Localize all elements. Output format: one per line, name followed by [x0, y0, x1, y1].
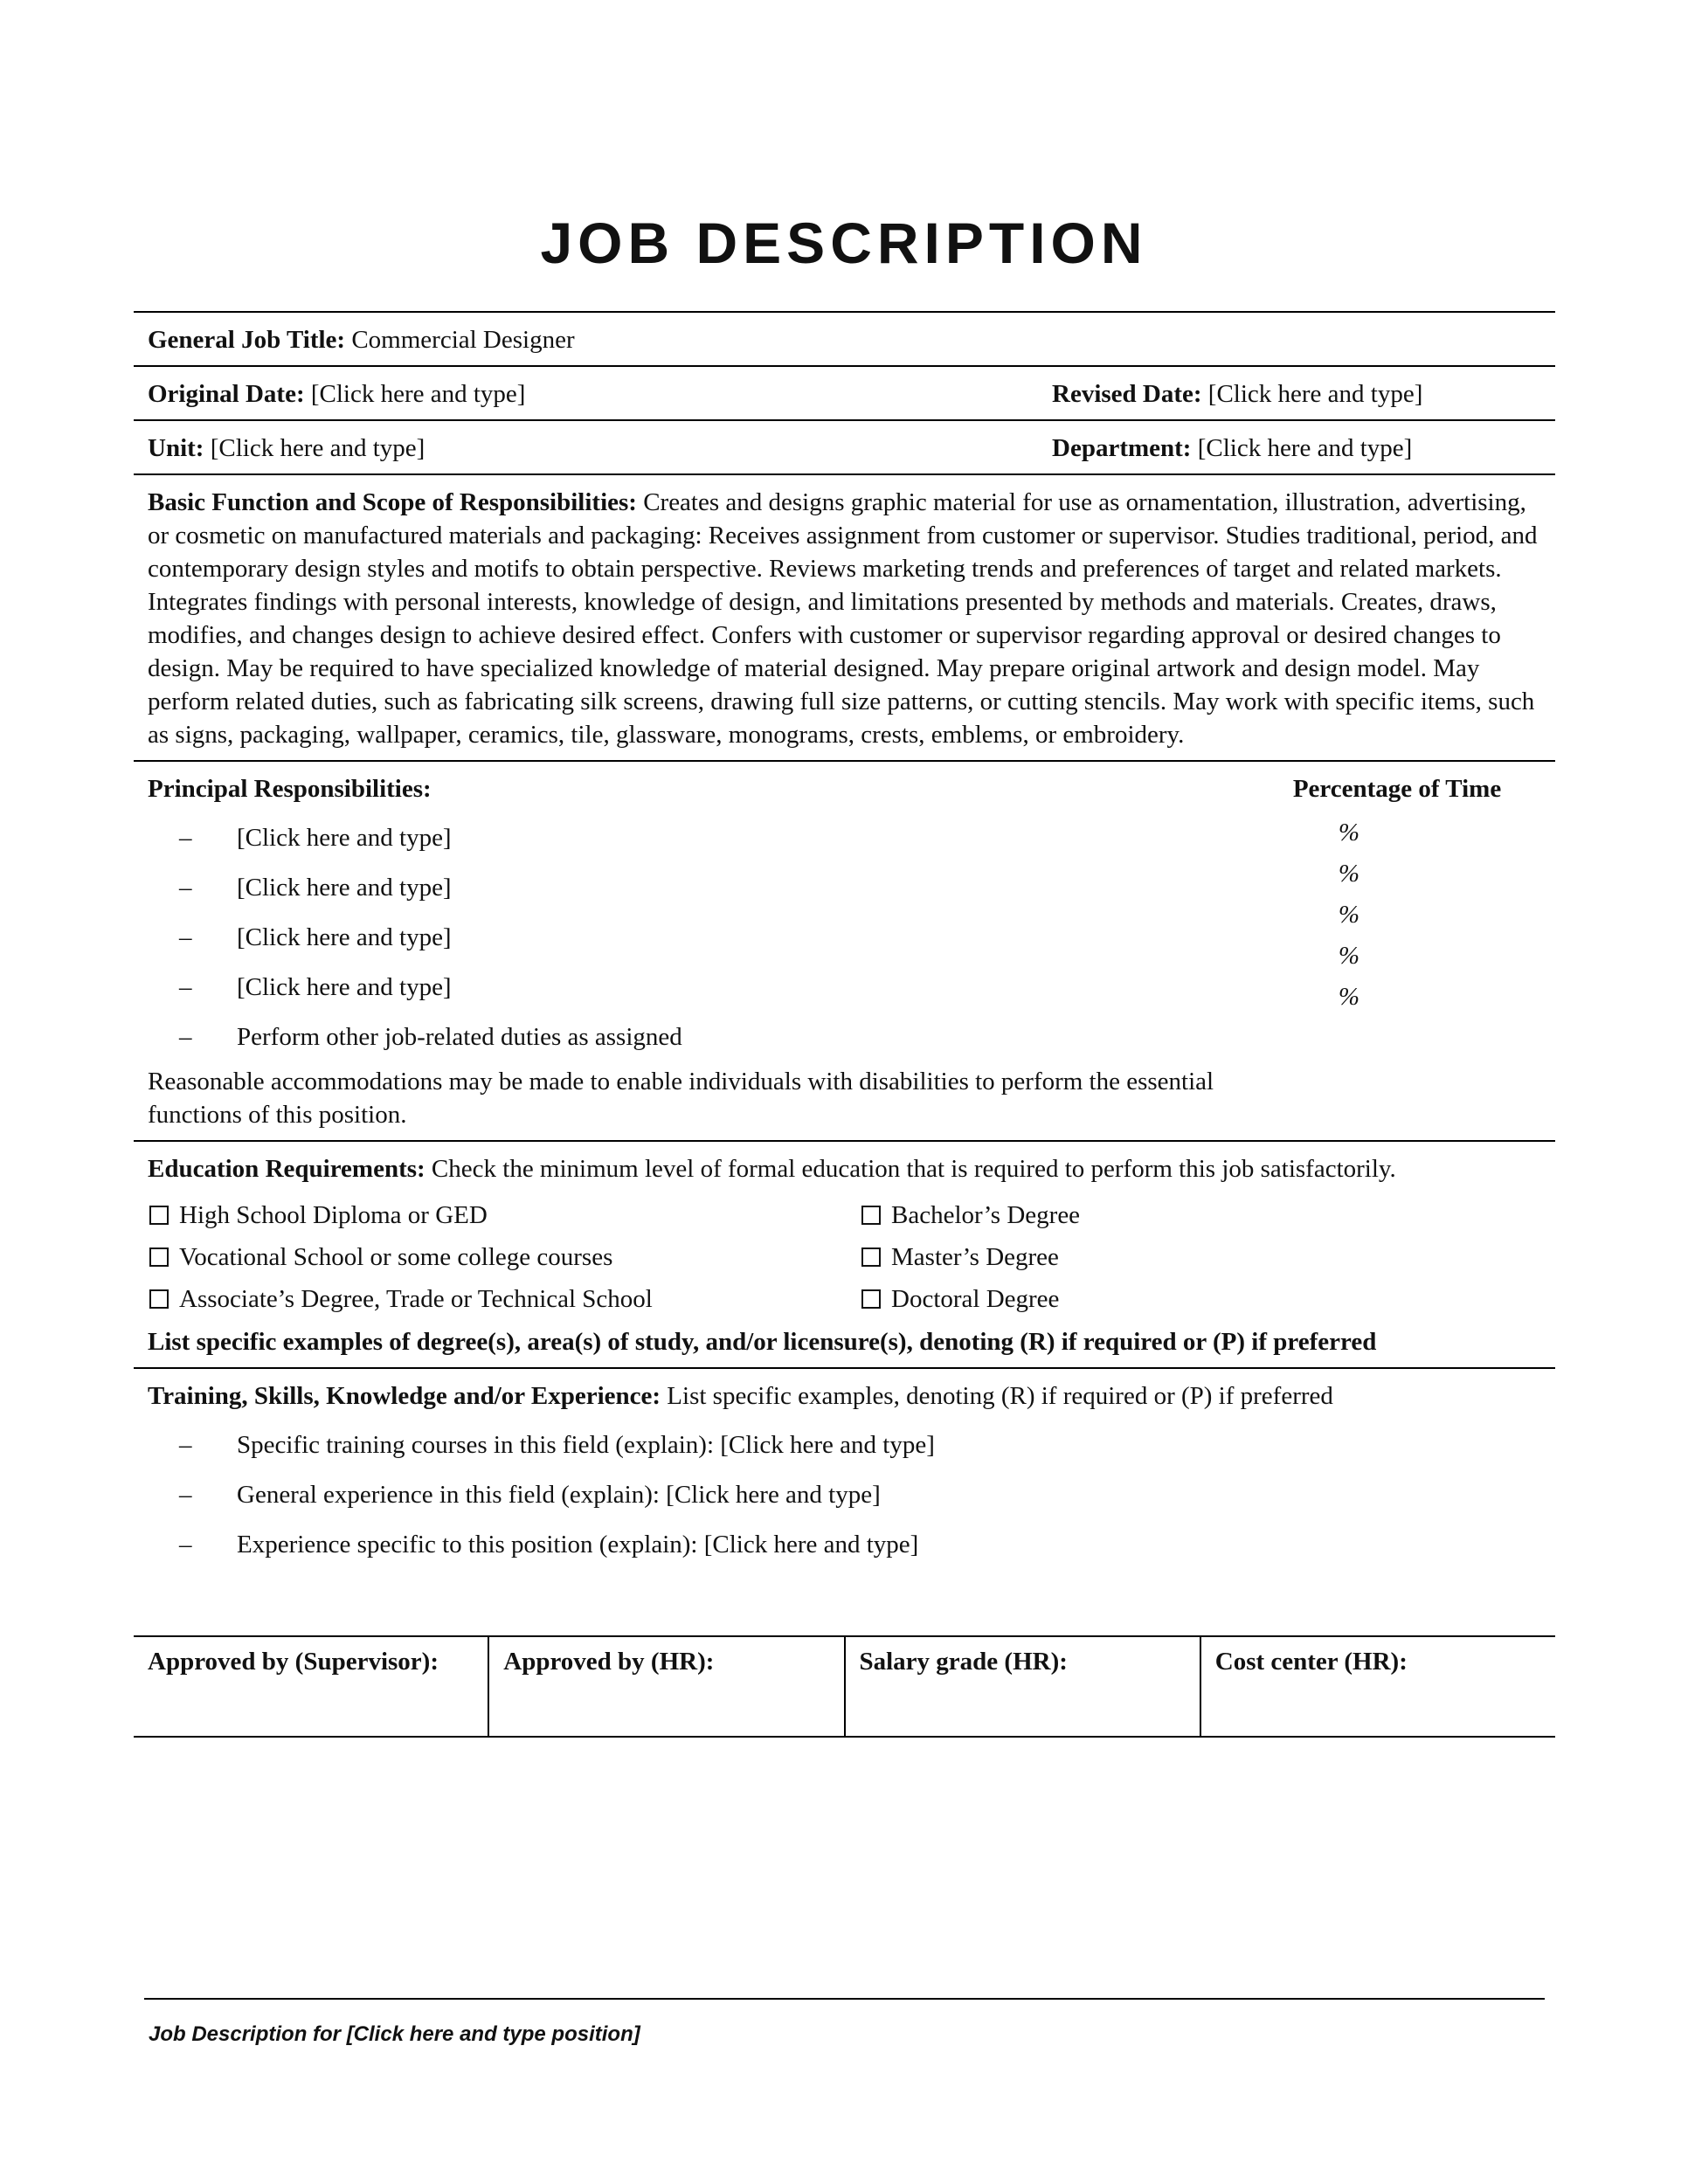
education-option[interactable] — [860, 1278, 1471, 1320]
position-experience-field[interactable]: Experience specific to this position (explain): [Click here and type] — [237, 1530, 919, 1559]
percent-field[interactable]: % — [1338, 819, 1360, 847]
percentage-column — [1323, 812, 1375, 1018]
principal-responsibilities-label: Principal Responsibilities: — [148, 775, 432, 803]
original-date-field[interactable]: [Click here and type] — [310, 380, 526, 408]
dash-bullet: – — [179, 1530, 192, 1559]
hr-approval-cell[interactable]: Approved by (HR): — [488, 1637, 843, 1736]
training-instructions: List specific examples, denoting (R) if required or (P) if preferred — [667, 1382, 1333, 1410]
checkbox[interactable] — [149, 1248, 169, 1267]
unit-label: Unit: — [148, 434, 204, 462]
salary-grade-cell[interactable]: Salary grade (HR): — [844, 1637, 1200, 1736]
general-job-title-row — [134, 311, 1555, 365]
education-label: Education Requirements: — [148, 1155, 425, 1183]
education-options — [148, 1194, 1541, 1320]
training-label: Training, Skills, Knowledge and/or Experience: — [148, 1382, 661, 1410]
dash-bullet: – — [179, 1480, 192, 1509]
department-field[interactable]: [Click here and type] — [1197, 434, 1413, 462]
degree-examples-heading: List specific examples of degree(s), area(s) of study, and/or licensure(s), denoting (R) if required or (P) if preferred — [148, 1328, 1377, 1356]
percent-field[interactable]: % — [1338, 901, 1360, 929]
checkbox[interactable] — [861, 1289, 881, 1309]
department-label: Department: — [1052, 434, 1192, 462]
percent-field[interactable]: % — [1338, 860, 1360, 888]
responsibility-text: Perform other job-related duties as assigned — [237, 1022, 682, 1051]
education-option[interactable] — [860, 1236, 1471, 1278]
dash-bullet: – — [179, 1430, 192, 1459]
education-row — [134, 1140, 1555, 1367]
page-title: JOB DESCRIPTION — [540, 211, 1148, 275]
education-option-label: Bachelor’s Degree — [891, 1201, 1081, 1229]
dash-bullet: – — [179, 923, 192, 951]
basic-function-text: Creates and designs graphic material for use as ornamentation, illustration, advertising, or cosmetic on manufactured materials and packaging: Receives assignment from customer or supervisor. Studies traditional, period, and contemporary design styles and motifs to obtain perspective. Reviews marketing trends and preferences of target and related markets. Integrates findings with personal interests, knowledge of design, and limitations presented by methods and materials. Creates, draws, modifies, and changes design to achieve desired effect. Confers with customer or supervisor regarding approval or desired changes to design. May be required to have specialized knowledge of material designed. May prepare original artwork and design model. May perform related duties, such as fabricating silk screens, drawing full size patterns, or cutting stencils. May work with specific items, such as signs, packaging, wallpaper, ceramics, tile, glassware, monograms, crests, emblems, or embroidery. — [148, 488, 1538, 749]
footer-divider — [144, 1998, 1545, 2000]
dash-bullet: – — [179, 873, 192, 902]
cost-center-cell[interactable]: Cost center (HR): — [1200, 1637, 1555, 1736]
list-item — [148, 1519, 1541, 1569]
experience-field[interactable]: General experience in this field (explain): [Click here and type] — [237, 1480, 881, 1509]
list-item — [148, 1420, 1541, 1469]
revised-date-field[interactable]: [Click here and type] — [1207, 380, 1423, 408]
percent-field[interactable]: % — [1338, 942, 1360, 970]
education-option[interactable] — [148, 1194, 860, 1236]
responsibility-field[interactable]: [Click here and type] — [237, 972, 452, 1001]
dates-row — [134, 365, 1555, 419]
education-option-label: High School Diploma or GED — [179, 1201, 488, 1229]
training-field[interactable]: Specific training courses in this field (explain): [Click here and type] — [237, 1430, 935, 1459]
education-option[interactable] — [860, 1194, 1471, 1236]
checkbox[interactable] — [149, 1289, 169, 1309]
dash-bullet: – — [179, 972, 192, 1001]
original-date-label: Original Date: — [148, 380, 305, 408]
unit-field[interactable]: [Click here and type] — [210, 434, 425, 462]
principal-responsibilities-row — [134, 760, 1555, 1140]
responsibility-field[interactable]: [Click here and type] — [237, 823, 452, 852]
job-form — [134, 311, 1555, 1578]
dash-bullet: – — [179, 823, 192, 852]
footer-text[interactable]: Job Description for [Click here and type position] — [149, 2022, 640, 2046]
unit-row — [134, 419, 1555, 473]
training-row — [134, 1367, 1555, 1578]
education-option-label: Doctoral Degree — [891, 1285, 1060, 1313]
percentage-of-time-label: Percentage of Time — [1292, 775, 1502, 803]
checkbox[interactable] — [861, 1248, 881, 1267]
basic-function-row — [134, 473, 1555, 760]
responsibility-field[interactable]: [Click here and type] — [237, 873, 452, 902]
education-option[interactable] — [148, 1236, 860, 1278]
checkbox[interactable] — [861, 1206, 881, 1225]
education-option-label: Vocational School or some college courses — [179, 1243, 613, 1271]
responsibility-field[interactable]: [Click here and type] — [237, 923, 452, 951]
list-item — [148, 1469, 1541, 1519]
revised-date-label: Revised Date: — [1052, 380, 1202, 408]
education-option-label: Master’s Degree — [891, 1243, 1059, 1271]
list-item — [148, 1012, 1541, 1061]
education-instructions: Check the minimum level of formal education that is required to perform this job satisfactorily. — [431, 1155, 1396, 1183]
accommodations-note: Reasonable accommodations may be made to enable individuals with disabilities to perform the essential functions of this position. — [148, 1068, 1214, 1129]
general-job-title-value[interactable]: Commercial Designer — [351, 326, 575, 354]
general-job-title-label: General Job Title: — [148, 326, 346, 354]
supervisor-approval-cell[interactable]: Approved by (Supervisor): — [148, 1648, 439, 1676]
percent-field[interactable]: % — [1338, 983, 1360, 1011]
education-option-label: Associate’s Degree, Trade or Technical School — [179, 1285, 653, 1313]
education-option[interactable] — [148, 1278, 860, 1320]
checkbox[interactable] — [149, 1206, 169, 1225]
basic-function-label: Basic Function and Scope of Responsibilities: — [148, 488, 637, 516]
approval-table — [134, 1635, 1555, 1738]
dash-bullet: – — [179, 1022, 192, 1051]
